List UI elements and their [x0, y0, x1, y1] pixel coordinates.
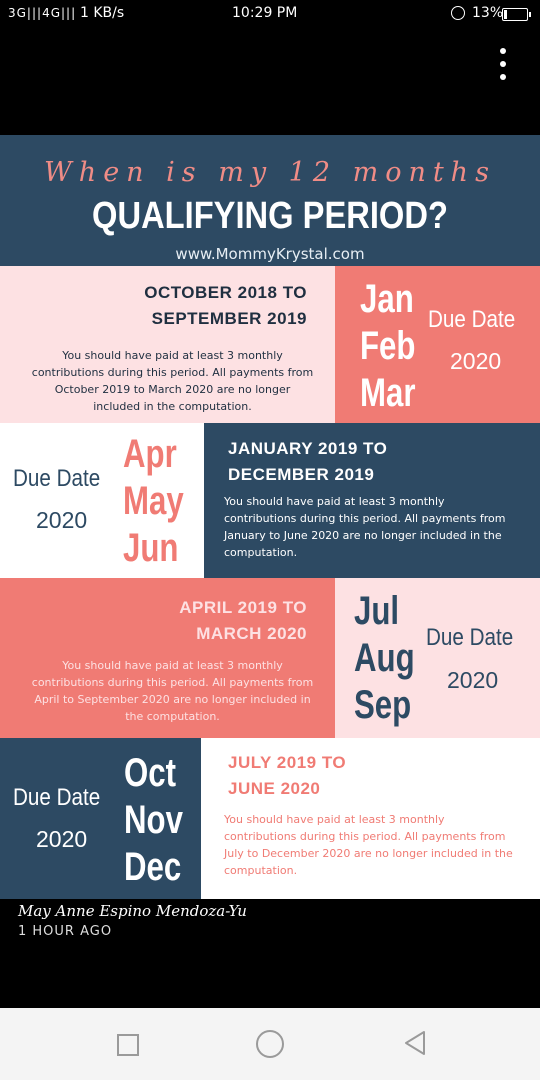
infographic-image [0, 135, 540, 899]
header-title: QUALIFYING PERIOD? [92, 195, 448, 237]
month-label: Mar [360, 371, 416, 415]
period-row-1 [0, 266, 540, 423]
month-label: Sep [354, 683, 412, 727]
post-timestamp: 1 HOUR AGO [18, 924, 113, 939]
month-label: Jul [354, 589, 400, 633]
period-end: MARCH 2020 [196, 624, 307, 643]
period-row-3 [0, 578, 540, 738]
more-options-icon[interactable] [490, 44, 516, 84]
due-date-year: 2020 [447, 667, 499, 693]
month-label: Apr [123, 432, 177, 476]
network-speed: 1 KB/s [80, 5, 125, 21]
month-label: Nov [124, 798, 183, 842]
due-date-year: 2020 [36, 507, 88, 533]
period-start: OCTOBER 2018 TO [144, 283, 307, 302]
month-label: May [123, 479, 184, 523]
period-description: You should have paid at least 3 monthly contributions during this period. All payments from April to September 2020 are no longer included in the computation. [31, 659, 314, 723]
infographic-header [0, 135, 540, 266]
due-date-year: 2020 [450, 348, 502, 374]
month-label: Jun [123, 526, 179, 570]
period-end: DECEMBER 2019 [228, 465, 375, 484]
month-label: Feb [360, 324, 416, 368]
back-icon[interactable] [402, 1030, 428, 1056]
post-author[interactable]: May Anne Espino Mendoza-Yu [18, 902, 247, 920]
battery-percent: 13% [472, 5, 504, 21]
period-start: JULY 2019 TO [228, 753, 347, 772]
month-label: Oct [124, 751, 177, 795]
home-icon[interactable] [256, 1030, 284, 1058]
status-bar [0, 0, 540, 30]
due-date-label: Due Date [428, 306, 516, 333]
header-script-line: When is my 12 months [44, 157, 496, 188]
rotation-lock-icon [451, 6, 465, 20]
period-description: You should have paid at least 3 monthly contributions during this period. All payments from July to December 2020 are no longer included in the computation. [224, 813, 513, 877]
period-description: You should have paid at least 3 monthly contributions during this period. All payments from January to June 2020 are no longer included in the computation. [224, 495, 506, 559]
month-label: Dec [124, 845, 182, 889]
period-start: APRIL 2019 TO [179, 598, 307, 617]
clock: 10:29 PM [232, 5, 298, 21]
period-start: JANUARY 2019 TO [228, 439, 388, 458]
due-date-label: Due Date [13, 784, 101, 811]
period-row-2 [0, 423, 540, 578]
battery-icon [502, 8, 528, 21]
month-label: Jan [360, 277, 414, 321]
period-description: You should have paid at least 3 monthly contributions during this period. All payments from October 2019 to March 2020 are no longer included in the computation. [31, 349, 314, 413]
period-end: SEPTEMBER 2019 [151, 309, 307, 328]
due-date-label: Due Date [426, 624, 514, 651]
period-row-4 [0, 738, 540, 899]
recent-apps-icon[interactable] [117, 1034, 139, 1056]
due-date-year: 2020 [36, 826, 88, 852]
due-date-label: Due Date [13, 465, 101, 492]
header-website: www.MommyKrystal.com [175, 245, 365, 263]
month-label: Aug [354, 636, 415, 680]
period-end: JUNE 2020 [228, 779, 321, 798]
signal-icon: 3G|||4G||| [8, 6, 77, 20]
